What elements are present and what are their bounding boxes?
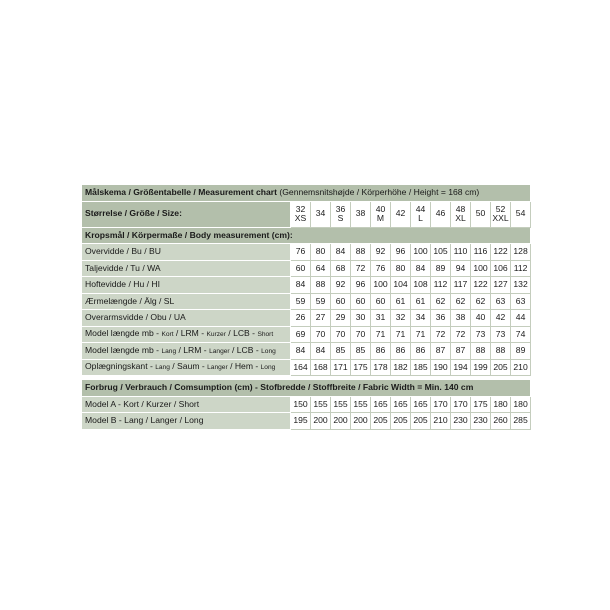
measurement-value: 190 (431, 359, 451, 376)
measurement-value: 85 (351, 343, 371, 360)
row-label (82, 310, 291, 327)
size-number: 48 (455, 203, 466, 214)
measurement-value: 29 (331, 310, 351, 327)
measurement-value: 30 (351, 310, 371, 327)
measurement-value: 89 (431, 260, 451, 277)
consumption-value: 200 (331, 413, 351, 430)
measurement-value: 178 (371, 359, 391, 376)
consumption-row (82, 413, 531, 430)
row-label-text: Oplægningskant - (85, 361, 156, 372)
consumption-value: 170 (451, 396, 471, 413)
measurement-value: 185 (411, 359, 431, 376)
measurement-value: 87 (451, 343, 471, 360)
measurement-value: 87 (431, 343, 451, 360)
measurement-value: 84 (291, 343, 311, 360)
row-label (82, 277, 291, 294)
measurement-value: 76 (291, 244, 311, 261)
measurement-value: 96 (391, 244, 411, 261)
measurement-value: 96 (351, 277, 371, 294)
measurement-value: 88 (351, 244, 371, 261)
consumption-value: 210 (431, 413, 451, 430)
measurement-value: 69 (291, 326, 311, 343)
size-cell (291, 201, 311, 227)
size-cell (331, 201, 351, 227)
row-label-variant: Langer (207, 364, 228, 372)
measurement-value: 71 (371, 326, 391, 343)
size-number: 46 (435, 208, 446, 219)
size-number: 50 (475, 208, 486, 219)
measurement-row (82, 310, 531, 327)
consumption-value: 205 (391, 413, 411, 430)
measurement-chart-table (81, 184, 531, 376)
size-cell (351, 201, 371, 227)
measurement-value: 84 (411, 260, 431, 277)
measurement-value: 194 (451, 359, 471, 376)
measurement-value: 100 (371, 277, 391, 294)
measurement-value: 108 (411, 277, 431, 294)
size-letter: S (337, 213, 344, 223)
consumption-value: 230 (471, 413, 491, 430)
measurement-value: 59 (291, 293, 311, 310)
measurement-value: 70 (311, 326, 331, 343)
size-cell (371, 201, 391, 227)
measurement-value: 32 (391, 310, 411, 327)
measurement-value: 34 (411, 310, 431, 327)
row-label (82, 260, 291, 277)
measurement-value: 76 (371, 260, 391, 277)
size-number: 54 (515, 208, 526, 219)
measurement-value: 26 (291, 310, 311, 327)
row-label-text: Model længde mb - (85, 328, 162, 339)
row-label (82, 343, 291, 360)
measurement-chart-title-height: (Gennemsnitshøjde / Körperhöhe / Height = 168 cm) (279, 187, 480, 198)
measurement-value: 122 (491, 244, 511, 261)
measurement-value: 88 (491, 343, 511, 360)
measurement-value: 112 (431, 277, 451, 294)
measurement-value: 100 (411, 244, 431, 261)
measurement-value: 86 (391, 343, 411, 360)
row-label-text: / LCB - (229, 344, 262, 355)
measurement-value: 72 (451, 326, 471, 343)
consumption-value: 200 (351, 413, 371, 430)
consumption-value: 155 (331, 396, 351, 413)
consumption-value: 205 (411, 413, 431, 430)
size-number: 34 (315, 208, 326, 219)
measurement-value: 127 (491, 277, 511, 294)
measurement-chart-title (82, 185, 531, 202)
measurement-value: 92 (331, 277, 351, 294)
body-measurement-heading (82, 227, 531, 244)
consumption-value: 180 (491, 396, 511, 413)
row-label-text: Ærmelængde / Älg / SL (85, 295, 175, 306)
consumption-value: 180 (511, 396, 531, 413)
measurement-value: 106 (491, 260, 511, 277)
body-measurement-label: Kropsmål / Körpermaße / Body measurement (cm): (85, 229, 293, 240)
size-cell (471, 201, 491, 227)
measurement-value: 72 (351, 260, 371, 277)
measurement-value: 182 (391, 359, 411, 376)
measurement-value: 38 (451, 310, 471, 327)
row-label-text: / LCB - (225, 328, 258, 339)
measurement-value: 80 (311, 244, 331, 261)
row-label-text: / LRM - (173, 328, 207, 339)
size-label: Størrelse / Größe / Size: (85, 208, 182, 219)
consumption-row-label: Model A - Kort / Kurzer / Short (82, 396, 291, 413)
size-letter: M (376, 213, 385, 223)
measurement-value: 60 (371, 293, 391, 310)
consumption-value: 150 (291, 396, 311, 413)
measurement-value: 70 (351, 326, 371, 343)
measurement-value: 105 (431, 244, 451, 261)
measurement-row (82, 277, 531, 294)
measurement-value: 71 (411, 326, 431, 343)
row-label-text: / LRM - (176, 344, 210, 355)
size-number: 38 (355, 208, 366, 219)
consumption-value: 165 (391, 396, 411, 413)
measurement-value: 68 (331, 260, 351, 277)
measurement-value: 89 (511, 343, 531, 360)
size-cell (431, 201, 451, 227)
measurement-value: 80 (391, 260, 411, 277)
measurement-row (82, 260, 531, 277)
measurement-value: 122 (471, 277, 491, 294)
measurement-value: 84 (311, 343, 331, 360)
size-cell (411, 201, 431, 227)
measurement-value: 42 (491, 310, 511, 327)
row-label-text: / Hem - (227, 361, 261, 372)
measurement-value: 61 (391, 293, 411, 310)
measurement-value: 84 (291, 277, 311, 294)
measurement-row (82, 343, 531, 360)
measurement-value: 59 (311, 293, 331, 310)
size-letter: XL (455, 213, 466, 223)
size-number: 32 (295, 203, 306, 214)
row-label (82, 359, 291, 376)
measurement-value: 63 (511, 293, 531, 310)
measurement-value: 205 (491, 359, 511, 376)
consumption-value: 165 (371, 396, 391, 413)
measurement-value: 62 (451, 293, 471, 310)
row-label (82, 326, 291, 343)
measurement-value: 72 (431, 326, 451, 343)
measurement-value: 94 (451, 260, 471, 277)
row-label-text: Model længde mb - (85, 344, 162, 355)
size-number: 36 (335, 203, 346, 214)
row-label-variant: Langer (209, 347, 230, 355)
size-cell (311, 201, 331, 227)
measurement-value: 92 (371, 244, 391, 261)
row-label-text: Taljevidde / Tu / WA (85, 262, 161, 273)
measurement-value: 85 (331, 343, 351, 360)
consumption-row (82, 396, 531, 413)
size-number: 52 (495, 203, 506, 214)
measurement-value: 110 (451, 244, 471, 261)
measurement-value: 44 (511, 310, 531, 327)
measurement-value: 71 (391, 326, 411, 343)
measurement-value: 199 (471, 359, 491, 376)
measurement-value: 84 (331, 244, 351, 261)
consumption-row-label: Model B - Lang / Langer / Long (82, 413, 291, 430)
measurement-value: 74 (511, 326, 531, 343)
size-number: 42 (395, 208, 406, 219)
consumption-value: 230 (451, 413, 471, 430)
measurement-value: 64 (311, 260, 331, 277)
row-label-variant: Short (257, 331, 274, 339)
row-label-variant: Lang (161, 347, 177, 355)
row-label-variant: Long (260, 364, 276, 372)
row-label-variant: Kurzer (206, 331, 226, 339)
measurement-value: 63 (491, 293, 511, 310)
measurement-value: 31 (371, 310, 391, 327)
measurement-value: 175 (351, 359, 371, 376)
row-label-text: Hoftevidde / Hu / HI (85, 279, 160, 290)
measurement-value: 62 (431, 293, 451, 310)
measurement-value: 86 (371, 343, 391, 360)
measurement-value: 27 (311, 310, 331, 327)
consumption-value: 170 (431, 396, 451, 413)
consumption-value: 195 (291, 413, 311, 430)
measurement-value: 60 (331, 293, 351, 310)
measurement-value: 112 (511, 260, 531, 277)
measurement-value: 88 (311, 277, 331, 294)
measurement-value: 164 (291, 359, 311, 376)
size-number: 40 (375, 203, 386, 214)
consumption-value: 260 (491, 413, 511, 430)
measurement-value: 117 (451, 277, 471, 294)
consumption-value: 165 (411, 396, 431, 413)
measurement-value: 132 (511, 277, 531, 294)
consumption-value: 155 (351, 396, 371, 413)
consumption-title (82, 380, 531, 397)
row-label-variant: Long (261, 347, 276, 355)
measurement-value: 168 (311, 359, 331, 376)
size-letter: XXL (492, 213, 509, 223)
measurement-value: 61 (411, 293, 431, 310)
size-cell (511, 201, 531, 227)
consumption-value: 200 (311, 413, 331, 430)
consumption-title-text: Forbrug / Verbrauch / Comsumption (cm) - Stofbredde / Stoffbreite / Fabric Width = Min. 140 cm (85, 382, 474, 393)
consumption-value: 155 (311, 396, 331, 413)
measurement-value: 171 (331, 359, 351, 376)
measurement-row (82, 326, 531, 343)
consumption-value: 175 (471, 396, 491, 413)
size-letter: L (418, 213, 423, 223)
measurement-value: 60 (351, 293, 371, 310)
measurement-value: 86 (411, 343, 431, 360)
size-number: 44 (415, 203, 426, 214)
size-row-label (82, 201, 291, 227)
measurement-value: 60 (291, 260, 311, 277)
row-label-text: / Saum - (169, 361, 208, 372)
measurement-chart-title-bold: Målskema / Größentabelle / Measurement chart (85, 187, 277, 198)
measurement-value: 70 (331, 326, 351, 343)
measurement-value: 88 (471, 343, 491, 360)
measurement-value: 40 (471, 310, 491, 327)
measurement-value: 100 (471, 260, 491, 277)
row-label (82, 244, 291, 261)
measurement-value: 36 (431, 310, 451, 327)
measurement-value: 62 (471, 293, 491, 310)
row-label-text: Overarmsvidde / Obu / UA (85, 312, 186, 323)
consumption-value: 285 (511, 413, 531, 430)
row-label (82, 293, 291, 310)
measurement-value: 128 (511, 244, 531, 261)
measurement-value: 73 (471, 326, 491, 343)
consumption-value: 205 (371, 413, 391, 430)
measurement-value: 104 (391, 277, 411, 294)
measurement-row (82, 293, 531, 310)
row-label-text: Overvidde / Bu / BU (85, 246, 161, 257)
consumption-table (81, 379, 531, 430)
measurement-row (82, 359, 531, 376)
row-label-variant: Kort (161, 331, 174, 339)
measurement-value: 210 (511, 359, 531, 376)
size-cell (491, 201, 511, 227)
measurement-value: 73 (491, 326, 511, 343)
size-letter: XS (294, 213, 307, 223)
row-label-variant: Lang (155, 364, 170, 372)
measurement-row (82, 244, 531, 261)
size-cell (451, 201, 471, 227)
measurement-value: 116 (471, 244, 491, 261)
size-cell (391, 201, 411, 227)
